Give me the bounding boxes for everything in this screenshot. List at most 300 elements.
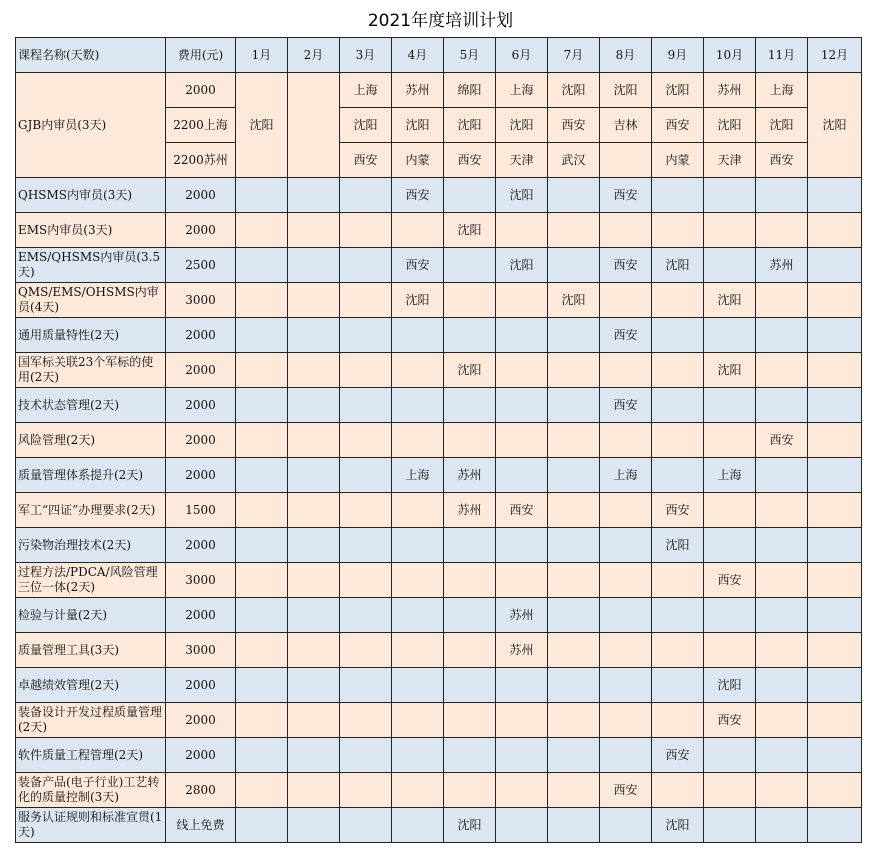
- month-cell: [600, 633, 652, 668]
- column-header-month: 6月: [496, 38, 548, 73]
- course-name: GJB内审员(3天): [16, 73, 166, 178]
- month-cell: 西安: [496, 493, 548, 528]
- month-cell: [600, 808, 652, 843]
- month-cell: 苏州: [392, 73, 444, 108]
- month-cell: [808, 318, 862, 353]
- course-name: 过程方法/PDCA/风险管理三位一体(2天): [16, 563, 166, 598]
- month-cell: [600, 528, 652, 563]
- month-cell: 沈阳: [756, 108, 808, 143]
- month-cell: [288, 353, 340, 388]
- month-cell: [236, 318, 288, 353]
- month-cell: [652, 633, 704, 668]
- month-cell: [704, 633, 756, 668]
- month-cell: 沈阳: [704, 668, 756, 703]
- month-cell: 沈阳: [652, 808, 704, 843]
- month-cell: 苏州: [496, 598, 548, 633]
- month-cell: 天津: [496, 143, 548, 178]
- month-cell: 内蒙: [392, 143, 444, 178]
- month-cell: [340, 493, 392, 528]
- month-cell: [548, 738, 600, 773]
- table-row: [16, 493, 862, 528]
- month-cell: [548, 178, 600, 213]
- month-cell: 上海: [392, 458, 444, 493]
- month-cell: 沈阳: [496, 178, 548, 213]
- month-cell: [652, 773, 704, 808]
- fee-cell: 2800: [166, 773, 236, 808]
- table-row: [16, 213, 862, 248]
- month-cell: [704, 738, 756, 773]
- month-cell: [288, 318, 340, 353]
- month-cell: 沈阳: [496, 108, 548, 143]
- month-cell: [600, 703, 652, 738]
- month-cell: [288, 598, 340, 633]
- month-cell: 沈阳: [600, 73, 652, 108]
- month-cell: 沈阳: [808, 73, 862, 178]
- month-cell: [808, 283, 862, 318]
- month-cell: [288, 633, 340, 668]
- month-cell: [548, 353, 600, 388]
- month-cell: [496, 353, 548, 388]
- month-cell: [236, 633, 288, 668]
- month-cell: [756, 598, 808, 633]
- month-cell: [548, 633, 600, 668]
- month-cell: 西安: [704, 703, 756, 738]
- month-cell: [236, 668, 288, 703]
- column-header-month: 12月: [808, 38, 862, 73]
- month-cell: [392, 493, 444, 528]
- month-cell: 沈阳: [444, 808, 496, 843]
- fee-cell: 2000: [166, 73, 236, 108]
- month-cell: [340, 423, 392, 458]
- month-cell: [808, 493, 862, 528]
- month-cell: [808, 353, 862, 388]
- month-cell: [340, 318, 392, 353]
- month-cell: [756, 528, 808, 563]
- month-cell: [496, 458, 548, 493]
- month-cell: 沈阳: [392, 283, 444, 318]
- month-cell: [600, 283, 652, 318]
- month-cell: 西安: [340, 143, 392, 178]
- month-cell: [756, 388, 808, 423]
- column-header-month: 10月: [704, 38, 756, 73]
- course-name: EMS/QHSMS内审员(3.5天): [16, 248, 166, 283]
- month-cell: [392, 388, 444, 423]
- month-cell: 沈阳: [236, 73, 288, 178]
- table-row: [16, 73, 862, 108]
- month-cell: [652, 318, 704, 353]
- month-cell: [444, 248, 496, 283]
- month-cell: [808, 738, 862, 773]
- month-cell: [288, 738, 340, 773]
- month-cell: 西安: [652, 738, 704, 773]
- table-row: [16, 528, 862, 563]
- table-row: [16, 738, 862, 773]
- month-cell: [496, 318, 548, 353]
- table-row: [16, 773, 862, 808]
- month-cell: [808, 528, 862, 563]
- month-cell: [652, 283, 704, 318]
- month-cell: 内蒙: [652, 143, 704, 178]
- month-cell: [340, 668, 392, 703]
- header-row: [16, 38, 862, 73]
- month-cell: [340, 598, 392, 633]
- month-cell: [392, 703, 444, 738]
- month-cell: 苏州: [444, 493, 496, 528]
- month-cell: [340, 633, 392, 668]
- month-cell: [600, 563, 652, 598]
- month-cell: [288, 808, 340, 843]
- table-row: [16, 703, 862, 738]
- month-cell: [392, 808, 444, 843]
- month-cell: [756, 633, 808, 668]
- month-cell: [652, 178, 704, 213]
- month-cell: [808, 703, 862, 738]
- month-cell: 武汉: [548, 143, 600, 178]
- month-cell: [340, 703, 392, 738]
- table-row: [16, 458, 862, 493]
- column-header-fee: 费用(元): [166, 38, 236, 73]
- month-cell: [808, 458, 862, 493]
- course-name: QMS/EMS/OHSMS内审员(4天): [16, 283, 166, 318]
- fee-cell: 2000: [166, 318, 236, 353]
- fee-cell: 2000: [166, 458, 236, 493]
- month-cell: [756, 703, 808, 738]
- month-cell: [808, 633, 862, 668]
- month-cell: [236, 738, 288, 773]
- month-cell: [548, 318, 600, 353]
- month-cell: [704, 213, 756, 248]
- month-cell: [704, 318, 756, 353]
- fee-cell: 3000: [166, 283, 236, 318]
- month-cell: [340, 213, 392, 248]
- month-cell: 西安: [548, 108, 600, 143]
- month-cell: [392, 738, 444, 773]
- month-cell: 沈阳: [444, 213, 496, 248]
- month-cell: [444, 738, 496, 773]
- fee-cell: 2000: [166, 423, 236, 458]
- month-cell: [444, 598, 496, 633]
- fee-cell: 线上免费: [166, 808, 236, 843]
- month-cell: 西安: [392, 178, 444, 213]
- month-cell: 沈阳: [548, 73, 600, 108]
- month-cell: [288, 283, 340, 318]
- month-cell: [392, 773, 444, 808]
- course-name: 检验与计量(2天): [16, 598, 166, 633]
- month-cell: [808, 808, 862, 843]
- course-name: 国军标关联23个军标的使用(2天): [16, 353, 166, 388]
- column-header-month: 11月: [756, 38, 808, 73]
- month-cell: [236, 808, 288, 843]
- month-cell: 上海: [340, 73, 392, 108]
- column-header-month: 8月: [600, 38, 652, 73]
- month-cell: [496, 703, 548, 738]
- month-cell: [496, 528, 548, 563]
- month-cell: [652, 213, 704, 248]
- month-cell: [496, 738, 548, 773]
- month-cell: [704, 598, 756, 633]
- month-cell: [808, 598, 862, 633]
- course-name: 质量管理体系提升(2天): [16, 458, 166, 493]
- month-cell: 苏州: [496, 633, 548, 668]
- month-cell: [236, 178, 288, 213]
- month-cell: [340, 248, 392, 283]
- month-cell: [548, 703, 600, 738]
- table-row: [16, 598, 862, 633]
- month-cell: [444, 388, 496, 423]
- table-row: [16, 248, 862, 283]
- month-cell: 绵阳: [444, 73, 496, 108]
- month-cell: [288, 388, 340, 423]
- month-cell: 沈阳: [340, 108, 392, 143]
- column-header-month: 5月: [444, 38, 496, 73]
- month-cell: [392, 528, 444, 563]
- month-cell: [288, 493, 340, 528]
- course-name: 污染物治理技术(2天): [16, 528, 166, 563]
- month-cell: [808, 178, 862, 213]
- fee-cell: 2000: [166, 178, 236, 213]
- fee-cell: 2000: [166, 598, 236, 633]
- month-cell: [704, 178, 756, 213]
- fee-cell: 2200上海: [166, 108, 236, 143]
- month-cell: [236, 563, 288, 598]
- month-cell: [496, 773, 548, 808]
- fee-cell: 2000: [166, 703, 236, 738]
- course-name: 质量管理工具(3天): [16, 633, 166, 668]
- fee-cell: 3000: [166, 633, 236, 668]
- month-cell: [444, 283, 496, 318]
- course-name: 军工“四证”办理要求(2天): [16, 493, 166, 528]
- month-cell: [236, 528, 288, 563]
- month-cell: [808, 213, 862, 248]
- month-cell: [808, 388, 862, 423]
- month-cell: [236, 493, 288, 528]
- column-header-month: 2月: [288, 38, 340, 73]
- month-cell: [444, 178, 496, 213]
- month-cell: [340, 563, 392, 598]
- month-cell: [288, 703, 340, 738]
- month-cell: 天津: [704, 143, 756, 178]
- table-row: [16, 563, 862, 598]
- month-cell: 苏州: [704, 73, 756, 108]
- month-cell: [444, 668, 496, 703]
- fee-cell: 2000: [166, 213, 236, 248]
- fee-cell: 3000: [166, 563, 236, 598]
- month-cell: [652, 458, 704, 493]
- month-cell: [288, 668, 340, 703]
- month-cell: [652, 598, 704, 633]
- table-row: [16, 808, 862, 843]
- month-cell: [756, 808, 808, 843]
- month-cell: [340, 808, 392, 843]
- fee-cell: 2500: [166, 248, 236, 283]
- month-cell: [444, 703, 496, 738]
- month-cell: [444, 773, 496, 808]
- month-cell: [704, 423, 756, 458]
- month-cell: [548, 773, 600, 808]
- month-cell: [496, 283, 548, 318]
- course-name: 服务认证规则和标准宣贯(1天): [16, 808, 166, 843]
- month-cell: 西安: [392, 248, 444, 283]
- month-cell: 上海: [704, 458, 756, 493]
- fee-cell: 2200苏州: [166, 143, 236, 178]
- month-cell: [652, 563, 704, 598]
- month-cell: [340, 283, 392, 318]
- month-cell: 西安: [756, 423, 808, 458]
- month-cell: 西安: [652, 493, 704, 528]
- course-name: 装备产品(电子行业)工艺转化的质量控制(3天): [16, 773, 166, 808]
- column-header-month: 3月: [340, 38, 392, 73]
- month-cell: [496, 808, 548, 843]
- month-cell: [288, 213, 340, 248]
- table-row: [16, 668, 862, 703]
- month-cell: [652, 668, 704, 703]
- month-cell: [236, 423, 288, 458]
- month-cell: [600, 423, 652, 458]
- month-cell: [756, 318, 808, 353]
- course-name: 通用质量特性(2天): [16, 318, 166, 353]
- month-cell: 沈阳: [392, 108, 444, 143]
- month-cell: [392, 598, 444, 633]
- month-cell: 上海: [600, 458, 652, 493]
- month-cell: [236, 283, 288, 318]
- month-cell: [288, 773, 340, 808]
- month-cell: [236, 213, 288, 248]
- month-cell: [756, 493, 808, 528]
- fee-cell: 1500: [166, 493, 236, 528]
- training-plan-table: [15, 37, 862, 843]
- month-cell: [496, 668, 548, 703]
- month-cell: [392, 318, 444, 353]
- month-cell: [704, 808, 756, 843]
- month-cell: [444, 318, 496, 353]
- month-cell: [548, 493, 600, 528]
- month-cell: [496, 213, 548, 248]
- month-cell: [496, 423, 548, 458]
- month-cell: [340, 353, 392, 388]
- month-cell: [548, 528, 600, 563]
- month-cell: [444, 423, 496, 458]
- month-cell: [496, 563, 548, 598]
- month-cell: [600, 493, 652, 528]
- month-cell: [704, 528, 756, 563]
- month-cell: [236, 248, 288, 283]
- month-cell: [392, 213, 444, 248]
- month-cell: [444, 563, 496, 598]
- month-cell: 西安: [756, 143, 808, 178]
- month-cell: [548, 388, 600, 423]
- month-cell: [288, 248, 340, 283]
- month-cell: 西安: [600, 178, 652, 213]
- column-header-month: 7月: [548, 38, 600, 73]
- page-title: 2021年度培训计划: [367, 11, 514, 31]
- month-cell: 沈阳: [704, 283, 756, 318]
- month-cell: [600, 598, 652, 633]
- month-cell: [600, 143, 652, 178]
- month-cell: 沈阳: [548, 283, 600, 318]
- month-cell: [548, 668, 600, 703]
- month-cell: [756, 563, 808, 598]
- month-cell: 苏州: [756, 248, 808, 283]
- column-header-month: 4月: [392, 38, 444, 73]
- fee-cell: 2000: [166, 668, 236, 703]
- month-cell: [288, 178, 340, 213]
- month-cell: [808, 668, 862, 703]
- month-cell: [600, 668, 652, 703]
- month-cell: [392, 353, 444, 388]
- month-cell: [288, 458, 340, 493]
- month-cell: [704, 388, 756, 423]
- month-cell: [808, 248, 862, 283]
- month-cell: [496, 388, 548, 423]
- month-cell: 沈阳: [444, 353, 496, 388]
- month-cell: [444, 528, 496, 563]
- month-cell: [756, 283, 808, 318]
- month-cell: 西安: [600, 773, 652, 808]
- column-header-course: 课程名称(天数): [16, 38, 166, 73]
- month-cell: [392, 423, 444, 458]
- month-cell: [548, 563, 600, 598]
- course-name: QHSMS内审员(3天): [16, 178, 166, 213]
- month-cell: [548, 248, 600, 283]
- month-cell: [236, 388, 288, 423]
- month-cell: [756, 178, 808, 213]
- month-cell: [756, 353, 808, 388]
- fee-cell: 2000: [166, 738, 236, 773]
- month-cell: [392, 633, 444, 668]
- month-cell: [288, 423, 340, 458]
- month-cell: [548, 808, 600, 843]
- month-cell: [236, 703, 288, 738]
- month-cell: [756, 668, 808, 703]
- month-cell: [756, 738, 808, 773]
- month-cell: [340, 178, 392, 213]
- month-cell: [756, 773, 808, 808]
- fee-cell: 2000: [166, 353, 236, 388]
- month-cell: [340, 738, 392, 773]
- month-cell: [236, 458, 288, 493]
- month-cell: [652, 353, 704, 388]
- month-cell: [600, 738, 652, 773]
- month-cell: 沈阳: [496, 248, 548, 283]
- month-cell: [548, 598, 600, 633]
- month-cell: 沈阳: [652, 528, 704, 563]
- month-cell: [652, 703, 704, 738]
- month-cell: [704, 773, 756, 808]
- month-cell: [756, 458, 808, 493]
- table-row: [16, 283, 862, 318]
- month-cell: [600, 213, 652, 248]
- month-cell: 西安: [652, 108, 704, 143]
- month-cell: [340, 773, 392, 808]
- month-cell: [236, 598, 288, 633]
- month-cell: [652, 423, 704, 458]
- month-cell: 西安: [600, 388, 652, 423]
- month-cell: [236, 353, 288, 388]
- month-cell: 西安: [444, 143, 496, 178]
- month-cell: [340, 458, 392, 493]
- month-cell: [704, 493, 756, 528]
- month-cell: [808, 773, 862, 808]
- table-row: [16, 318, 862, 353]
- table-row: [16, 423, 862, 458]
- month-cell: [340, 388, 392, 423]
- month-cell: [392, 563, 444, 598]
- month-cell: 西安: [704, 563, 756, 598]
- month-cell: 沈阳: [652, 73, 704, 108]
- course-name: 风险管理(2天): [16, 423, 166, 458]
- table-row: [16, 633, 862, 668]
- fee-cell: 2000: [166, 388, 236, 423]
